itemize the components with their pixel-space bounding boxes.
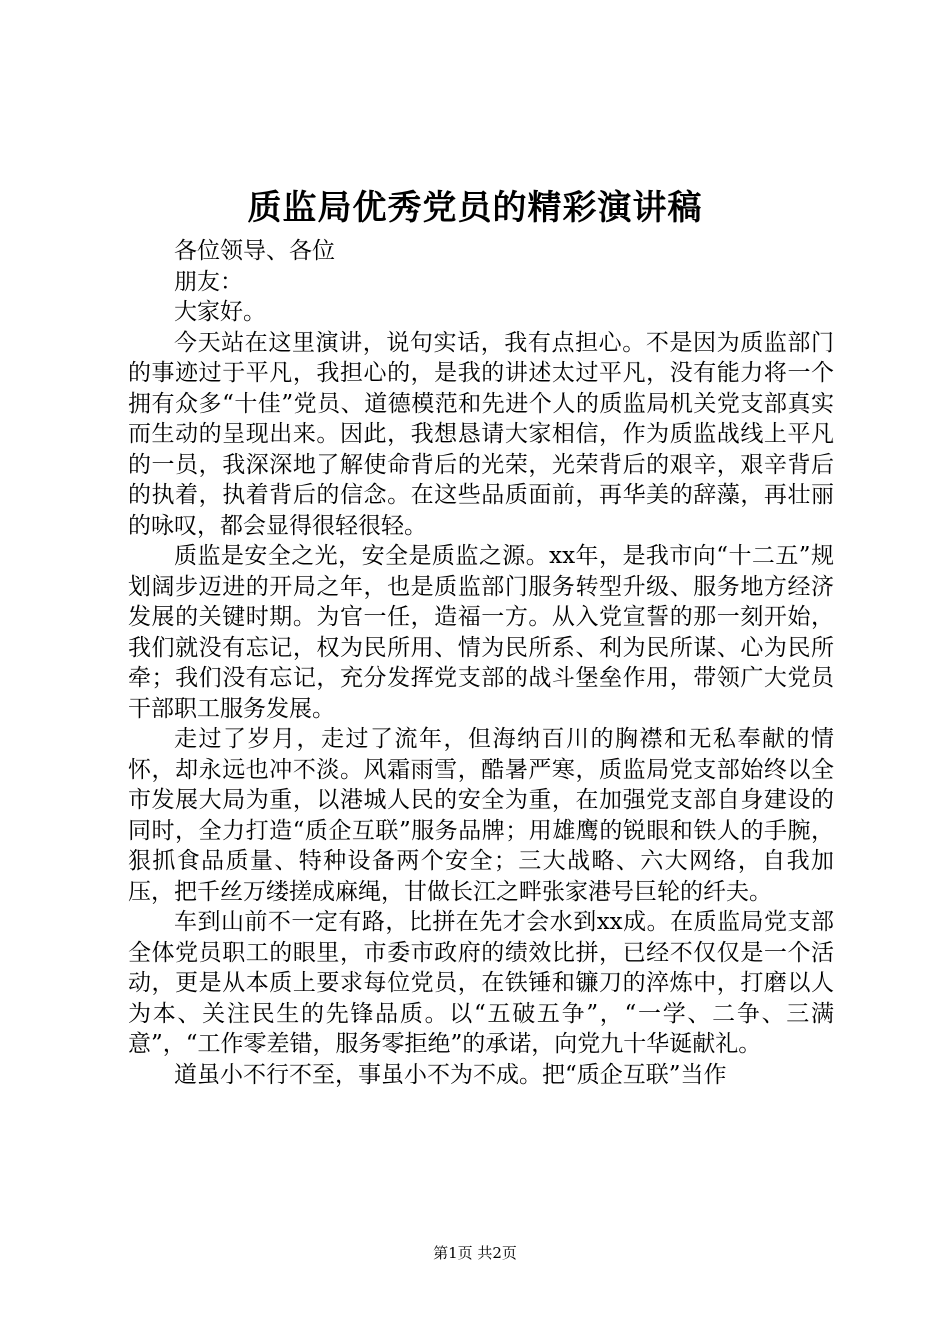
greeting-line: 大家好。: [174, 299, 266, 325]
document-title: 质监局优秀党员的精彩演讲稿: [247, 188, 703, 228]
paragraph: 道虽小不行不至，事虽小不为不成。把“质企互联”当作: [174, 1061, 727, 1088]
salutation-line-2: 朋友：: [174, 268, 243, 295]
page-footer: [0, 1242, 950, 1264]
page-number: 第1页: [433, 1244, 473, 1262]
paragraph: 质监是安全之光，安全是质监之源。xx年，是我市向“十二五”规划阔步迈进的开局之年，也是质监部门服务转型升级、服务地方经济发展的关键时期。为官一任，造福一方。从入党宣誓的那一刻开始，我们就没有忘记，权为民所用、情为民所系、利为民所谋、心为民所牵；我们没有忘记，充分发挥党支部的战斗堡垒作用，带领广大党员干部职工服务发展。: [128, 543, 834, 722]
paragraph: 走过了岁月，走过了流年，但海纳百川的胸襟和无私奉献的情怀，却永远也冲不淡。风霜雨雪，酷暑严寒，质监局党支部始终以全市发展大局为重，以港城人民的安全为重，在加强党支部自身建设的同时，全力打造“质企互联”服务品牌；用雄鹰的锐眼和铁人的手腕，狠抓食品质量、特种设备两个安全；三大战略、六大网络，自我加压，把千丝万缕搓成麻绳，甘做长江之畔张家港号巨轮的纤夫。: [128, 726, 834, 905]
paragraph: 今天站在这里演讲，说句实话，我有点担心。不是因为质监部门的事迹过于平凡，我担心的，是我的讲述太过平凡，没有能力将一个拥有众多“十佳”党员、道德模范和先进个人的质监局机关党支部真实而生动的呈现出来。因此，我想恳请大家相信，作为质监战线上平凡的一员，我深深地了解使命背后的光荣，光荣背后的艰辛，艰辛背后的执着，执着背后的信念。在这些品质面前，再华美的辞藻，再壮丽的咏叹，都会显得很轻很轻。: [128, 329, 834, 539]
document-body: [128, 236, 834, 1090]
total-pages: 共2页: [477, 1244, 517, 1262]
paragraph: 车到山前不一定有路，比拼在先才会水到xx成。在质监局党支部全体党员职工的眼里，市委市政府的绩效比拼，已经不仅仅是一个活动，更是从本质上要求每位党员，在铁锤和镰刀的淬炼中，打磨以人为本、关注民生的先锋品质。以“五破五争”，“一学、二争、三满意”，“工作零差错，服务零拒绝”的承诺，向党九十华诞献礼。: [128, 909, 834, 1057]
salutation-line-1: 各位领导、各位: [174, 238, 335, 264]
